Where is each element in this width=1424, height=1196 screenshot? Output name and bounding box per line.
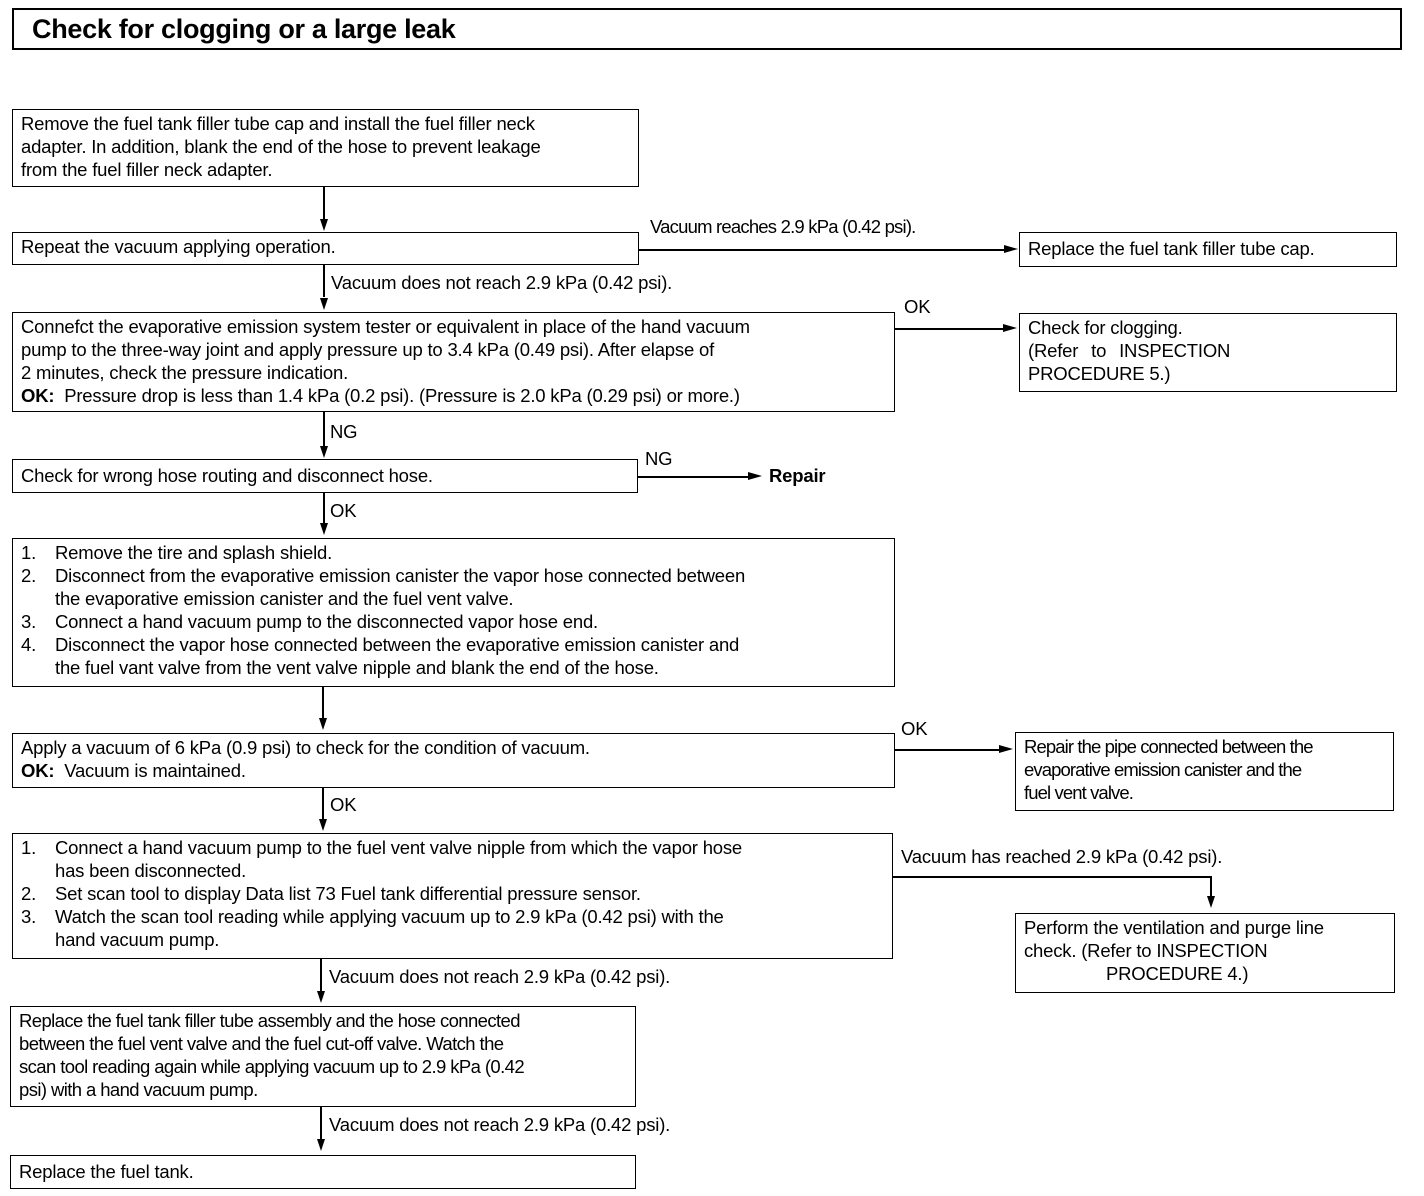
edge-label-vacuum-not-reach: Vacuum does not reach 2.9 kPa (0.42 psi).	[329, 1114, 671, 1135]
arrow-down-icon	[320, 298, 328, 310]
connector-line	[323, 412, 325, 446]
arrow-right-icon	[748, 472, 762, 480]
list-item: 1. Remove the tire and splash shield.	[21, 542, 333, 563]
step-replace-filler-tube	[10, 1006, 636, 1107]
list-item: 1. Connect a hand vacuum pump to the fuel vent valve nipple from which the vapor hose has been disconnected.	[21, 837, 743, 881]
step-text: from the fuel filler neck adapter.	[21, 159, 273, 180]
ok-text: Pressure drop is less than 1.4 kPa (0.2 psi). (Pressure is 2.0 kPa (0.29 psi) or more.)	[64, 385, 740, 406]
connector-line	[895, 749, 1001, 751]
step-text: Replace the fuel tank.	[19, 1161, 194, 1182]
page-title: Check for clogging or a large leak	[32, 14, 456, 44]
connector-line	[638, 476, 750, 478]
arrow-right-icon	[1003, 324, 1017, 332]
step-text: between the fuel vent valve and the fuel cut-off valve. Watch the	[19, 1033, 504, 1054]
step-text: Repeat the vacuum applying operation.	[21, 236, 336, 257]
result-text: fuel vent valve.	[1024, 782, 1134, 803]
ok-criteria	[21, 759, 886, 782]
ok-label: OK:	[21, 760, 55, 781]
connector-line	[639, 249, 1007, 251]
step-text: pump to the three-way joint and apply pressure up to 3.4 kPa (0.49 psi). After elapse of	[21, 339, 715, 360]
connector-line	[323, 493, 325, 523]
result-text: Check for clogging.	[1028, 317, 1183, 338]
ok-label: OK:	[21, 385, 55, 406]
edge-label-ng: NG	[645, 448, 673, 469]
connector-line	[895, 328, 1005, 330]
arrow-down-icon	[320, 219, 328, 231]
connector-line	[323, 187, 325, 219]
list-item: 2. Set scan tool to display Data list 73 Fuel tank differential pressure sensor.	[21, 883, 641, 904]
arrow-down-icon	[1207, 896, 1215, 908]
result-check-clogging	[1019, 313, 1397, 392]
result-text: (Refer to INSPECTION	[1028, 340, 1231, 361]
edge-label-vacuum-has-reached: Vacuum has reached 2.9 kPa (0.42 psi).	[901, 846, 1223, 867]
edge-label-vacuum-not-reach: Vacuum does not reach 2.9 kPa (0.42 psi).	[331, 272, 673, 293]
connector-line	[323, 265, 325, 297]
arrow-down-icon	[317, 1139, 325, 1151]
arrow-right-icon	[1004, 245, 1018, 253]
ok-criteria	[21, 384, 886, 407]
step-replace-fuel-tank	[10, 1155, 636, 1189]
result-repair: Repair	[769, 465, 826, 486]
result-text: Repair the pipe connected between the	[1024, 736, 1313, 757]
arrow-right-icon	[999, 745, 1013, 753]
result-replace-cap	[1019, 232, 1397, 267]
result-text: PROCEDURE 4.)	[1106, 963, 1249, 984]
result-ventilation-purge-check	[1015, 913, 1395, 993]
step-text: psi) with a hand vacuum pump.	[19, 1079, 258, 1100]
result-text: check. (Refer to INSPECTION	[1024, 940, 1268, 961]
step-text: adapter. In addition, blank the end of the hose to prevent leakage	[21, 136, 541, 157]
edge-label-ok: OK	[904, 296, 931, 317]
arrow-down-icon	[320, 523, 328, 535]
arrow-down-icon	[320, 446, 328, 458]
step-text: Connefct the evaporative emission system tester or equivalent in place of the hand vacuum	[21, 316, 750, 337]
arrow-down-icon	[319, 718, 327, 730]
step-text: Apply a vacuum of 6 kPa (0.9 psi) to check for the condition of vacuum.	[21, 737, 590, 758]
connector-line	[1210, 876, 1212, 896]
list-item: 3. Watch the scan tool reading while applying vacuum up to 2.9 kPa (0.42 psi) with the hand vacuum pump.	[21, 906, 724, 950]
step-disconnect-vapor-hose	[12, 538, 895, 687]
edge-label-vacuum-reaches: Vacuum reaches 2.9 kPa (0.42 psi).	[650, 216, 916, 237]
step-scan-tool-check	[12, 833, 893, 959]
edge-label-vacuum-not-reach: Vacuum does not reach 2.9 kPa (0.42 psi).	[329, 966, 671, 987]
step-check-hose-routing	[12, 459, 638, 493]
step-install-adapter	[12, 109, 639, 187]
edge-label-ok: OK	[330, 500, 357, 521]
step-apply-vacuum	[12, 733, 895, 788]
connector-line	[893, 876, 1211, 878]
step-connect-tester	[12, 312, 895, 412]
connector-line	[322, 788, 324, 820]
edge-label-ng: NG	[330, 421, 358, 442]
result-text: Perform the ventilation and purge line	[1024, 917, 1324, 938]
result-text: Replace the fuel tank filler tube cap.	[1028, 238, 1315, 259]
step-repeat-vacuum	[12, 232, 639, 265]
edge-label-ok: OK	[330, 794, 357, 815]
list-item: 4. Disconnect the vapor hose connected between the evaporative emission canister and the fuel vant valve from the vent valve nipple and blank the end of the hose.	[21, 634, 740, 678]
arrow-down-icon	[317, 991, 325, 1003]
page-title-box	[12, 8, 1402, 50]
step-text: Replace the fuel tank filler tube assembly and the hose connected	[19, 1010, 520, 1031]
arrow-down-icon	[319, 819, 327, 831]
connector-line	[320, 959, 322, 991]
result-repair-pipe	[1015, 732, 1394, 811]
connector-line	[322, 687, 324, 719]
edge-label-ok: OK	[901, 718, 928, 739]
step-text: Remove the fuel tank filler tube cap and install the fuel filler neck	[21, 113, 535, 134]
step-text: Check for wrong hose routing and disconnect hose.	[21, 465, 433, 486]
ok-text: Vacuum is maintained.	[64, 760, 246, 781]
step-text: scan tool reading again while applying vacuum up to 2.9 kPa (0.42	[19, 1056, 525, 1077]
list-item: 2. Disconnect from the evaporative emission canister the vapor hose connected between the evaporative emission canister and the fuel vent valve.	[21, 565, 746, 609]
result-text: PROCEDURE 5.)	[1028, 363, 1171, 384]
connector-line	[320, 1107, 322, 1139]
result-text: evaporative emission canister and the	[1024, 759, 1302, 780]
step-text: 2 minutes, check the pressure indication.	[21, 362, 349, 383]
list-item: 3. Connect a hand vacuum pump to the disconnected vapor hose end.	[21, 611, 598, 632]
